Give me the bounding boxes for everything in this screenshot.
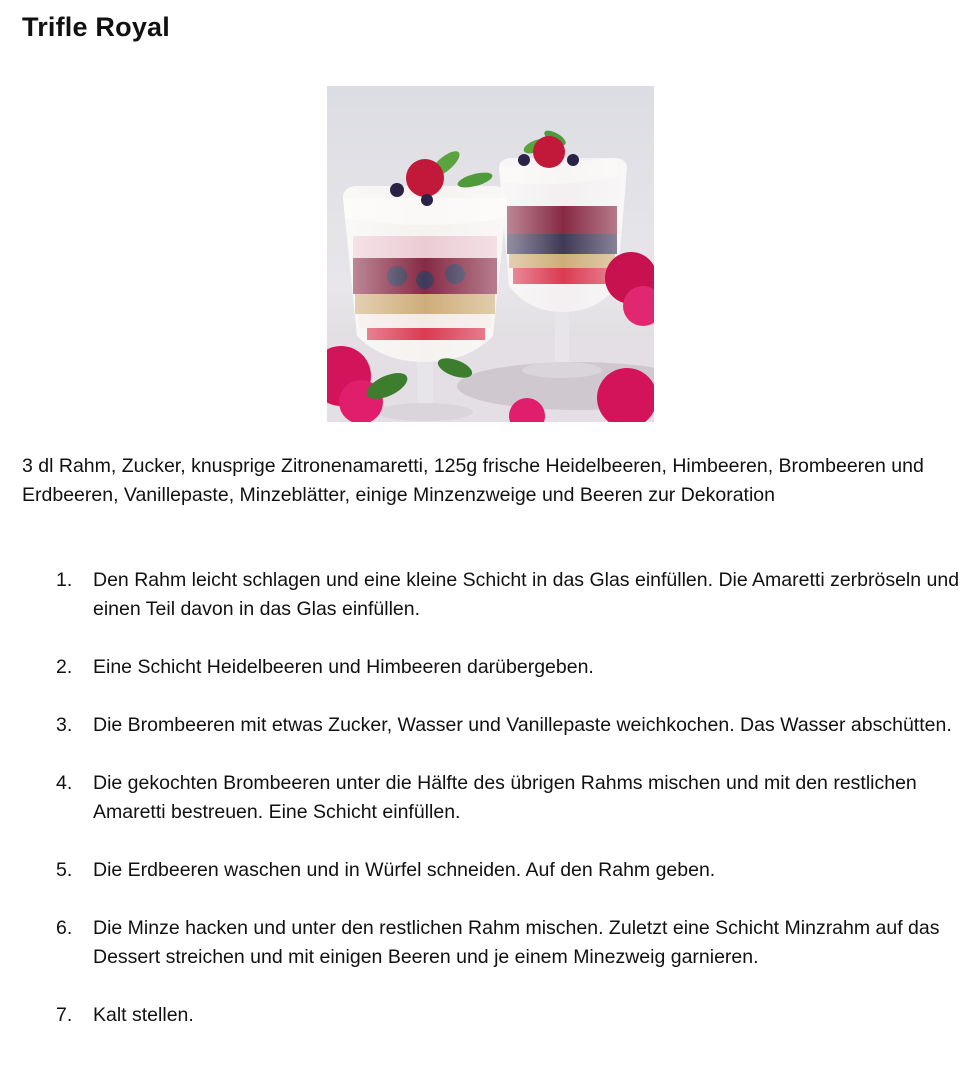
step-6 [0, 914, 975, 972]
step-1 [0, 566, 975, 624]
step-text: Die Minze hacken und unter den restlichen Rahm mischen. Zuletzt eine Schicht Minzrahm auf das Dessert streichen und mit einigen Beeren und je einem Minezweig garnieren. [93, 917, 940, 968]
step-text: Eine Schicht Heidelbeeren und Himbeeren darübergeben. [93, 656, 594, 678]
step-number: 2. [56, 656, 73, 678]
step-number: 1. [56, 569, 73, 591]
step-number: 6. [56, 917, 73, 939]
step-text: Kalt stellen. [93, 1004, 194, 1026]
step-text: Die Erdbeeren waschen und in Würfel schneiden. Auf den Rahm geben. [93, 859, 716, 881]
step-3 [0, 711, 975, 740]
step-number: 3. [56, 714, 73, 736]
step-7 [0, 1001, 975, 1030]
step-2 [0, 653, 975, 682]
step-text: Die Brombeeren mit etwas Zucker, Wasser und Vanillepaste weichkochen. Das Wasser abschütten. [93, 714, 952, 736]
step-4 [0, 769, 975, 827]
step-number: 7. [56, 1004, 73, 1026]
ingredients-list: 3 dl Rahm, Zucker, knusprige Zitronenamaretti, 125g frische Heidelbeeren, Himbeeren, Brombeeren und Erdbeeren, Vanillepaste, Minzeblätter, einige Minzenzweige und Beeren zur Dekoration [22, 455, 924, 506]
step-number: 5. [56, 859, 73, 881]
step-text: Die gekochten Brombeeren unter die Hälfte des übrigen Rahms mischen und mit den restlichen Amaretti bestreuen. Eine Schicht einfüllen. [93, 772, 917, 823]
instructions-list [0, 566, 975, 1059]
step-5 [0, 856, 975, 885]
step-text: Den Rahm leicht schlagen und eine kleine Schicht in das Glas einfüllen. Die Amaretti zerbröseln und einen Teil davon in das Glas einfüllen. [93, 569, 960, 620]
trifle-photo [327, 86, 654, 422]
step-number: 4. [56, 772, 73, 794]
recipe-title: Trifle Royal [22, 12, 170, 42]
